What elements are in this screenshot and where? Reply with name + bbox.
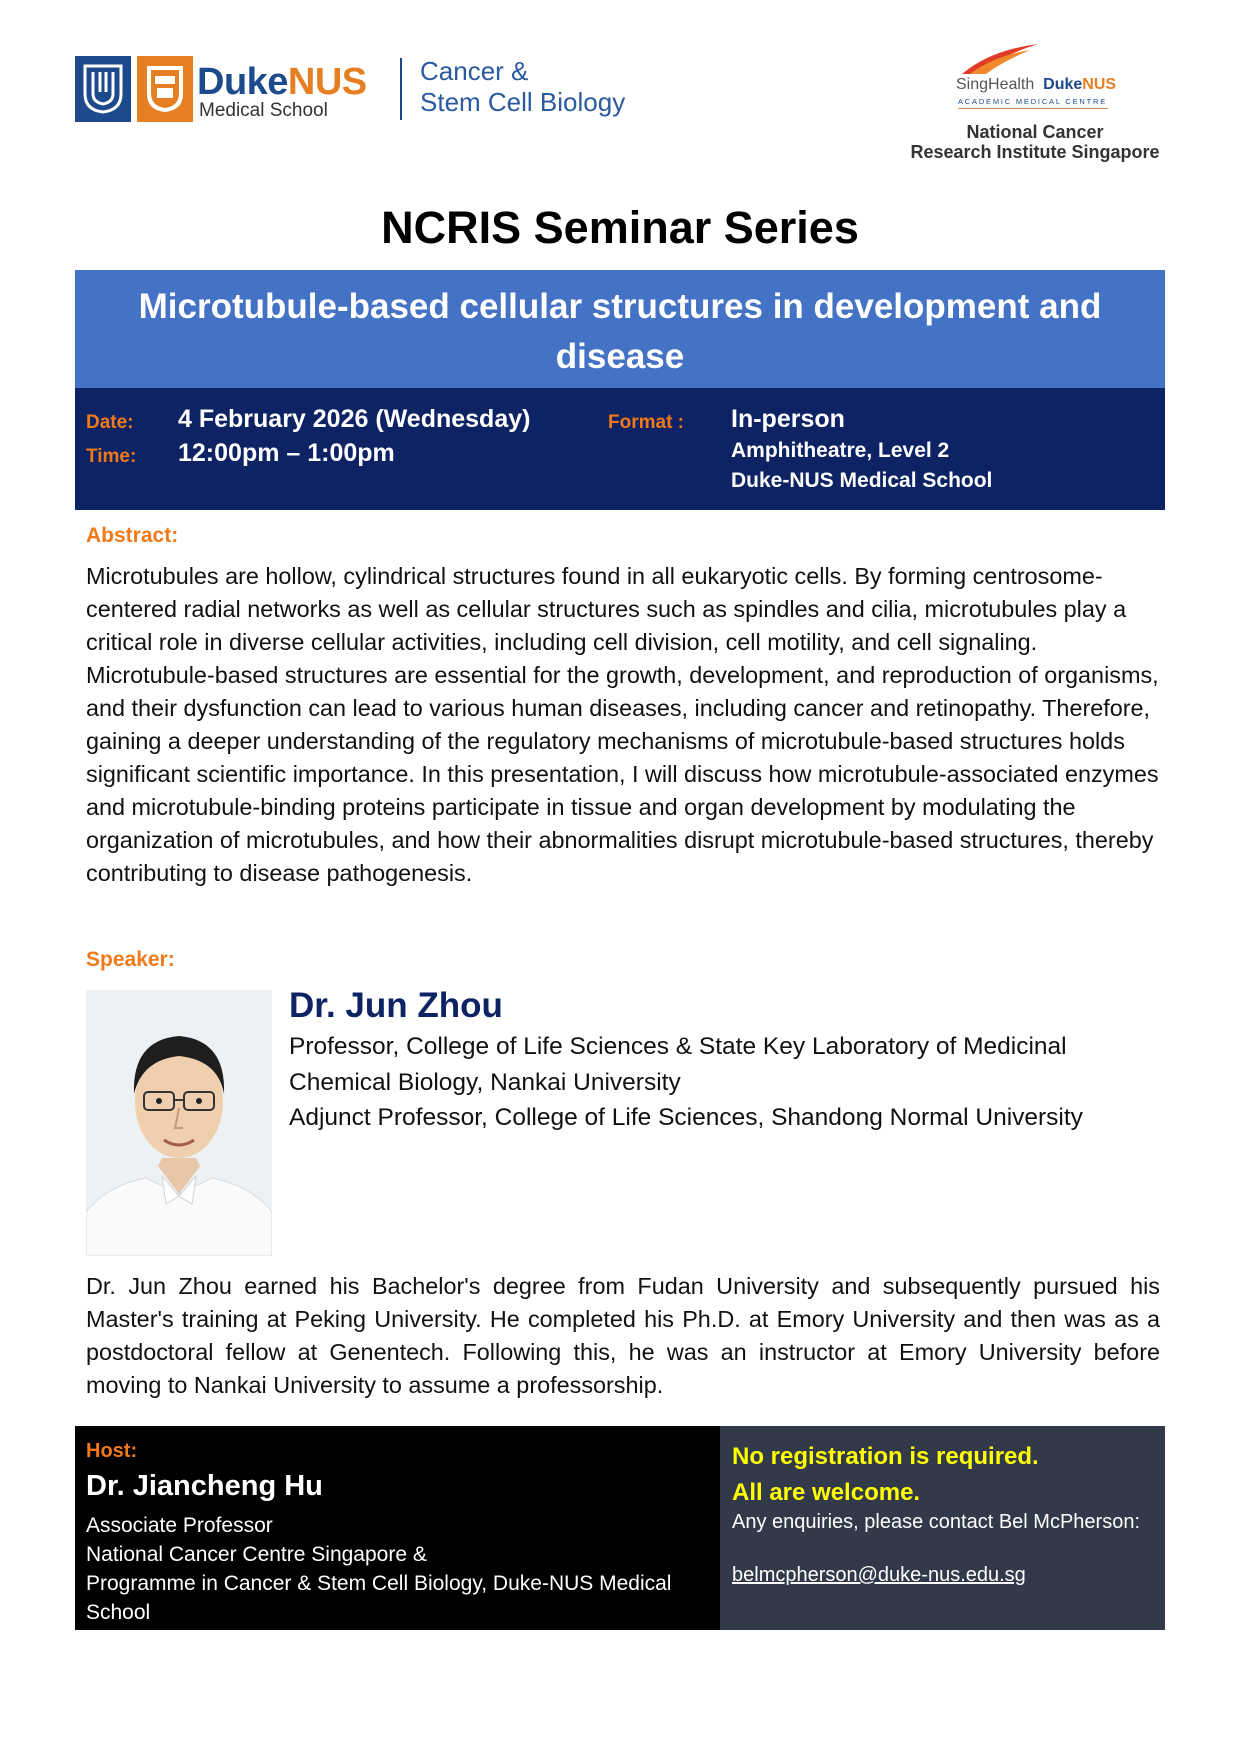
venue-line-1: Amphitheatre, Level 2 bbox=[731, 439, 950, 462]
abstract-label: Abstract: bbox=[86, 524, 179, 547]
series-title: NCRIS Seminar Series bbox=[381, 202, 859, 253]
host-label: Host: bbox=[86, 1440, 138, 1462]
medical-school-label: Medical School bbox=[199, 100, 328, 121]
event-info-band bbox=[75, 388, 1165, 510]
header-divider bbox=[400, 58, 402, 120]
event-time: 12:00pm – 1:00pm bbox=[178, 439, 395, 467]
duke-nus-wordmark: DukeNUS bbox=[197, 61, 367, 103]
singhealth-dukenus-wordmark: SingHealth DukeNUS bbox=[956, 76, 1117, 93]
host-title-line-1: Associate Professor bbox=[86, 1514, 273, 1537]
host-name: Dr. Jiancheng Hu bbox=[86, 1470, 323, 1502]
academic-medical-centre-label: ACADEMIC MEDICAL CENTRE bbox=[958, 97, 1108, 106]
event-format: In-person bbox=[731, 405, 845, 433]
host-title-line-2: National Cancer Centre Singapore & bbox=[86, 1543, 427, 1566]
enquiry-text: Any enquiries, please contact Bel McPherson: bbox=[732, 1511, 1140, 1533]
speaker-label: Speaker: bbox=[86, 948, 175, 971]
speaker-bio: Dr. Jun Zhou earned his Bachelor's degree from Fudan University and subsequently pursued his Master's training at Peking University. He completed his Ph.D. at Emory University and then was as a postdoctoral fellow at Genentech. Following this, he was an instructor at Emory University before moving to Nankai University to assume a professorship. bbox=[86, 1273, 1160, 1398]
all-welcome-note: All are welcome. bbox=[732, 1479, 921, 1506]
speaker-photo bbox=[86, 990, 272, 1256]
logo-rule bbox=[958, 108, 1108, 109]
abstract-text: Microtubules are hollow, cylindrical structures found in all eukaryotic cells. By forming centrosome-centered radial networks as well as cellular structures such as spindles and cilia, microtubules play a critical role in diverse cellular activities, including cell division, cell motility, and cell signaling. Microtubule-based structures are essential for the growth, development, and reproduction of organisms, and their dysfunction can lead to various human diseases, including cancer and retinopathy. Therefore, gaining a deeper understanding of the regulatory mechanisms of microtubule-based structures holds significant scientific importance. In this presentation, I will discuss how microtubule-associated enzymes and microtubule-binding proteins participate in tissue and organ development by modulating the organization of microtubules, and how their abnormalities disrupt microtubule-based structures, thereby contributing to disease pathogenesis. bbox=[86, 563, 1159, 886]
ncris-name: National Cancer Research Institute Singapore bbox=[910, 122, 1160, 162]
duke-shield-icon bbox=[75, 56, 131, 122]
nus-crest-icon bbox=[137, 56, 193, 122]
speaker-title-line-3: Adjunct Professor, College of Life Sciences, Shandong Normal University bbox=[289, 1104, 1083, 1131]
format-label: Format : bbox=[608, 412, 684, 433]
singhealth-swoosh-icon bbox=[960, 42, 1040, 76]
talk-title: Microtubule-based cellular structures in development and disease bbox=[138, 287, 1102, 376]
venue-line-2: Duke-NUS Medical School bbox=[731, 469, 993, 492]
program-name: Cancer & Stem Cell Biology bbox=[420, 56, 626, 117]
host-title-line-3: Programme in Cancer & Stem Cell Biology, Duke-NUS Medical School bbox=[86, 1572, 672, 1624]
speaker-name: Dr. Jun Zhou bbox=[289, 986, 503, 1025]
speaker-title-line-1: Professor, College of Life Sciences & State Key Laboratory of Medicinal bbox=[289, 1033, 1067, 1060]
event-date: 4 February 2026 (Wednesday) bbox=[178, 405, 531, 433]
ncris-logo bbox=[900, 42, 1170, 170]
date-label: Date: bbox=[86, 412, 134, 433]
speaker-title-line-2: Chemical Biology, Nankai University bbox=[289, 1069, 681, 1096]
time-label: Time: bbox=[86, 446, 137, 467]
no-registration-note: No registration is required. bbox=[732, 1443, 1039, 1470]
enquiry-email-link[interactable]: belmcpherson@duke-nus.edu.sg bbox=[732, 1564, 1026, 1586]
duke-nus-logo bbox=[75, 56, 375, 122]
